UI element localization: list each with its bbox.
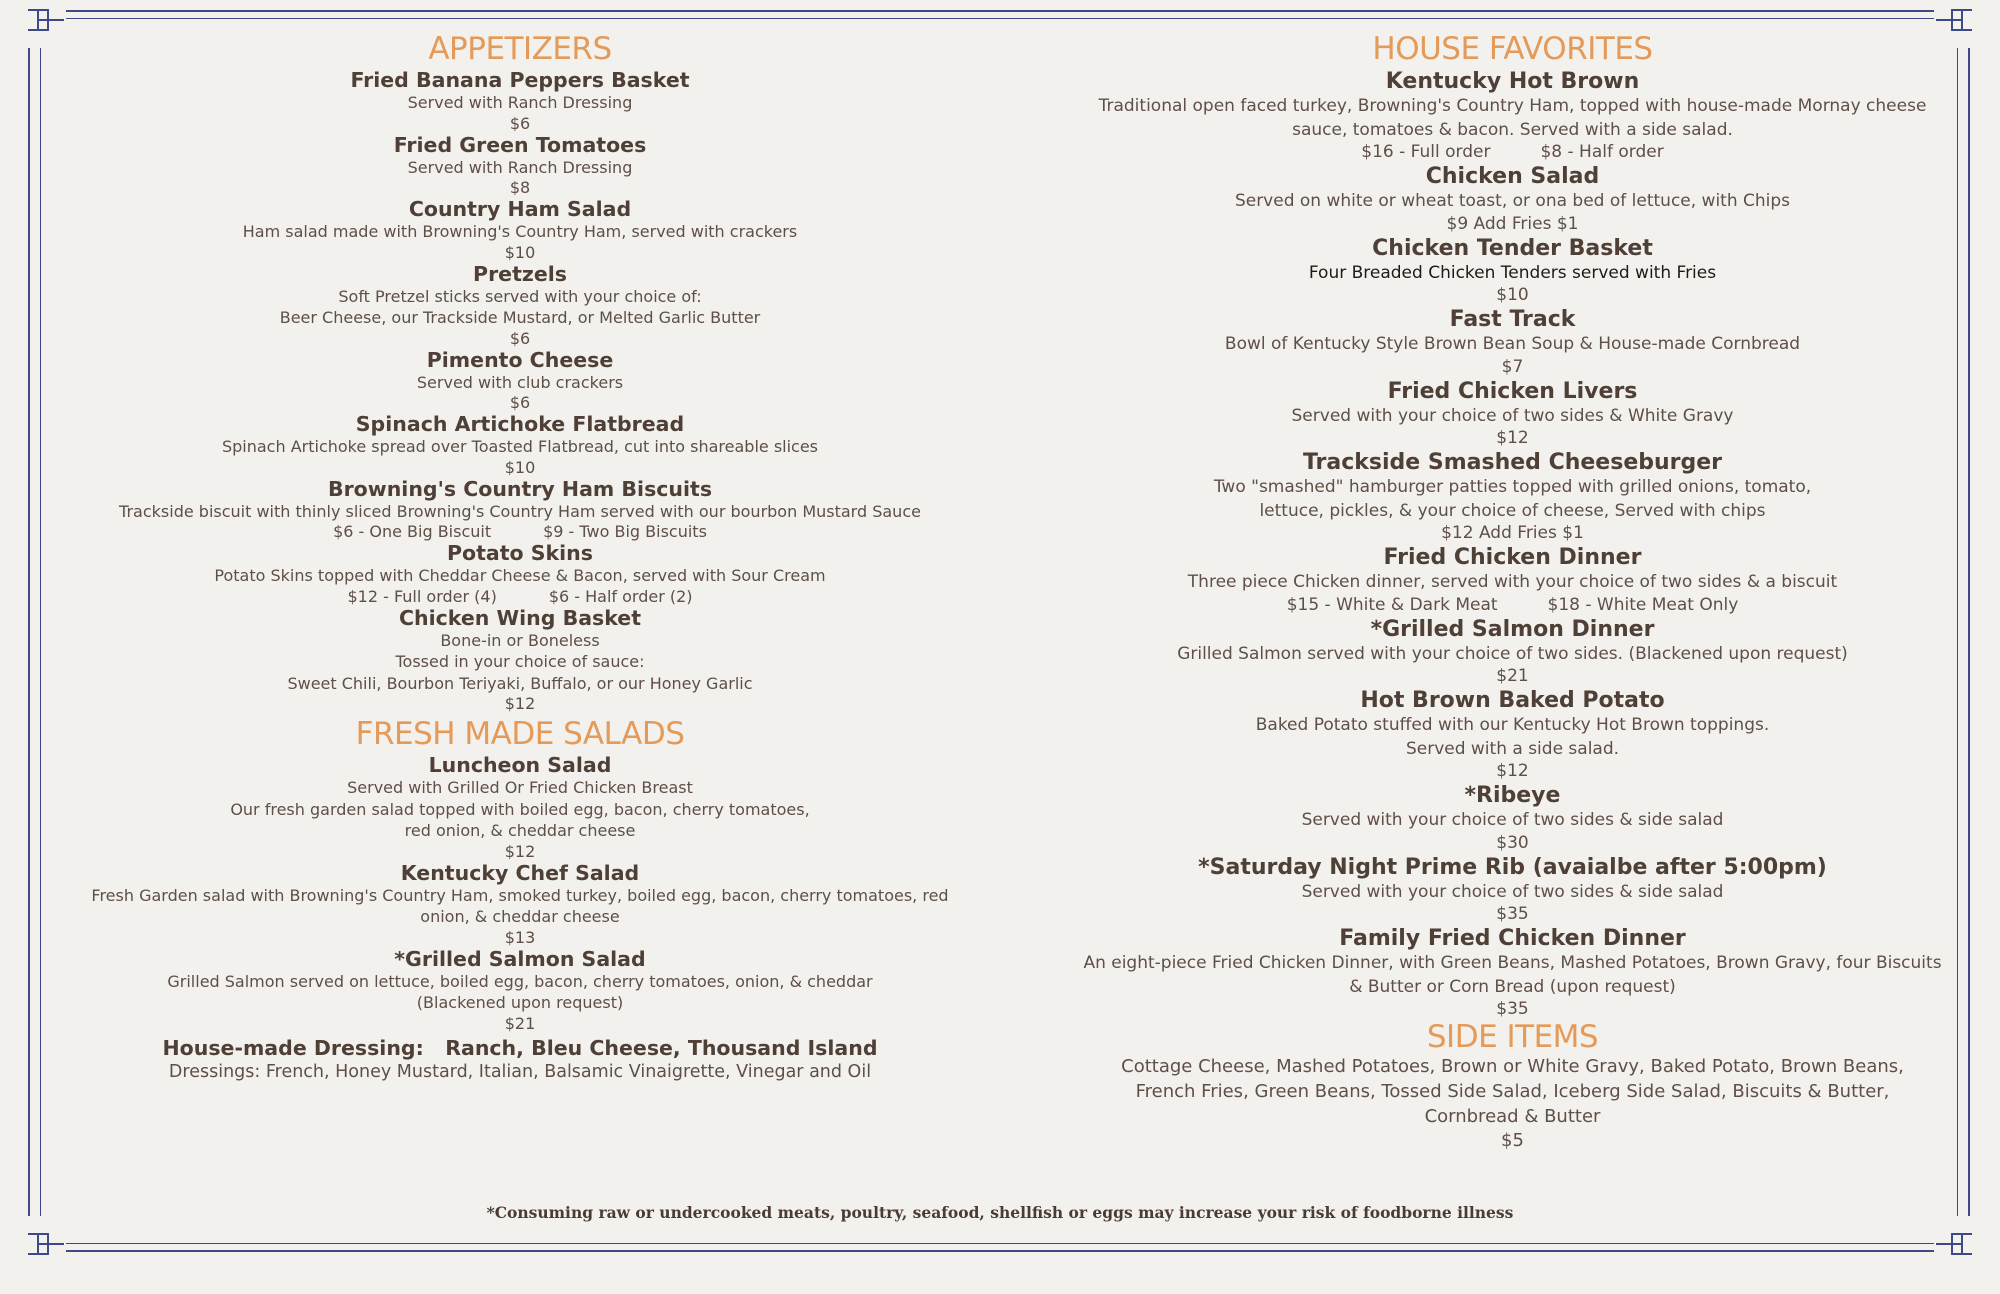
item-price: $9 - Two Big Biscuits — [543, 522, 707, 541]
item-description: Ham salad made with Browning's Country Ham, served with crackers — [242, 222, 798, 241]
item-price: $13 — [504, 927, 536, 947]
menu-item — [1050, 449, 1975, 544]
menu-item — [1050, 235, 1975, 307]
item-price: $12 Add Fries $1 — [1441, 523, 1584, 543]
menu-item — [60, 197, 980, 262]
side-items-price: $5 — [1501, 1130, 1524, 1151]
menu-item — [1050, 854, 1975, 926]
item-description: Served with Grilled Or Fried Chicken Breast — [347, 778, 693, 797]
item-price: $7 — [1501, 356, 1524, 377]
item-price: $9 Add Fries $1 — [1446, 213, 1579, 234]
item-name: Fried Chicken Dinner — [1383, 545, 1642, 570]
item-price: $10 — [1496, 285, 1529, 305]
item-description: sauce, tomatoes & bacon. Served with a side salad. — [1292, 119, 1733, 140]
menu-item — [1050, 687, 1975, 782]
side-item-line: Cottage Cheese, Mashed Potatoes, Brown or White Gravy, Baked Potato, Brown Beans, — [1121, 1056, 1904, 1077]
item-description: Traditional open faced turkey, Browning's Country Ham, topped with house-made Mornay cheese — [1098, 96, 1927, 116]
item-description: Potato Skins topped with Cheddar Cheese & Bacon, served with Sour Cream — [214, 566, 826, 585]
item-price: $8 - Half order — [1540, 142, 1664, 162]
item-name: Chicken Salad — [1425, 164, 1600, 189]
item-description: Served with your choice of two sides & side salad — [1301, 810, 1724, 830]
item-name: *Ribeye — [1464, 783, 1561, 808]
item-description: Served on white or wheat toast, or ona bed of lettuce, with Chips — [1234, 191, 1791, 211]
item-price-options — [1050, 142, 1975, 163]
menu-item — [60, 412, 980, 477]
side-items-list — [1050, 1054, 1975, 1129]
item-description: onion, & cheddar cheese — [420, 907, 620, 926]
item-description: Two "smashed" hamburger patties topped with grilled onions, tomato, — [1213, 477, 1812, 497]
menu-item — [60, 861, 980, 947]
menu-item — [1050, 163, 1975, 235]
item-description: Bowl of Kentucky Style Brown Bean Soup & House-made Cornbread — [1224, 334, 1801, 354]
item-name: Kentucky Chef Salad — [400, 860, 640, 885]
item-price: $8 — [509, 178, 531, 197]
item-name: Fried Banana Peppers Basket — [350, 68, 690, 92]
item-price-options — [60, 587, 980, 606]
item-description: Spinach Artichoke spread over Toasted Flatbread, cut into shareable slices — [221, 437, 819, 456]
side-item-line: Cornbread & Butter — [1424, 1106, 1601, 1127]
right-column — [1050, 30, 1975, 1153]
item-description: Grilled Salmon served with your choice of two sides. (Blackened upon request) — [1177, 643, 1848, 664]
menu-item — [60, 753, 980, 861]
item-description: Three piece Chicken dinner, served with your choice of two sides & a biscuit — [1187, 572, 1838, 592]
menu-item — [60, 133, 980, 198]
item-name: Browning's Country Ham Biscuits — [327, 476, 713, 501]
item-price: $35 — [1496, 904, 1529, 924]
item-price: $10 — [504, 242, 536, 262]
item-description: Bone-in or Boneless — [440, 630, 600, 650]
side-item-line: French Fries, Green Beans, Tossed Side Salad, Iceberg Side Salad, Biscuits & Butter, — [1135, 1081, 1890, 1102]
menu-item — [60, 348, 980, 413]
item-price: $12 — [504, 694, 536, 713]
item-description: & Butter or Corn Bread (upon request) — [1349, 976, 1676, 997]
left-column — [60, 30, 980, 1084]
item-price: $35 — [1496, 999, 1529, 1019]
dressing-options: Dressings: French, Honey Mustard, Italian, Balsamic Vinaigrette, Vinegar and Oil — [168, 1061, 872, 1082]
favorites-list — [1050, 68, 1975, 1020]
salads-title: FRESH MADE SALADS — [355, 716, 685, 752]
menu-item — [1050, 616, 1975, 688]
item-description: Four Breaded Chicken Tenders served with Fries — [1308, 262, 1717, 283]
menu-item — [60, 947, 980, 1033]
item-description: Served with club crackers — [416, 372, 624, 392]
item-name: Chicken Tender Basket — [1372, 235, 1653, 261]
item-description: lettuce, pickles, & your choice of cheese, Served with chips — [1259, 500, 1766, 521]
item-description: Served with your choice of two sides & side salad — [1301, 881, 1724, 902]
item-name: Spinach Artichoke Flatbread — [355, 412, 685, 436]
item-description: Served with your choice of two sides & White Gravy — [1291, 405, 1734, 426]
item-price: $21 — [1496, 666, 1529, 686]
menu-item — [1050, 68, 1975, 163]
item-name: *Grilled Salmon Dinner — [1370, 616, 1655, 642]
menu-item — [1050, 306, 1975, 378]
item-description: Trackside biscuit with thinly sliced Browning's Country Ham served with our bourbon Mustard Sauce — [119, 501, 921, 521]
item-description: (Blackened upon request) — [416, 993, 624, 1012]
appetizers-title: APPETIZERS — [428, 31, 612, 67]
menu-item — [1050, 925, 1975, 1020]
item-name: Potato Skins — [447, 541, 593, 565]
item-description: Served with Ranch Dressing — [407, 157, 633, 177]
item-name: Pretzels — [473, 261, 567, 286]
item-description: Served with a side salad. — [1405, 738, 1620, 759]
menu-item — [60, 68, 980, 133]
item-description: Beer Cheese, our Trackside Mustard, or Melted Garlic Butter — [279, 308, 761, 327]
item-description: Sweet Chili, Bourbon Teriyaki, Buffalo, or our Honey Garlic — [287, 673, 753, 693]
menu-item — [60, 477, 980, 542]
item-description: red onion, & cheddar cheese — [404, 821, 636, 840]
item-price: $30 — [1496, 832, 1529, 853]
item-name: Trackside Smashed Cheeseburger — [1302, 450, 1723, 475]
item-description: Soft Pretzel sticks served with your choice of: — [338, 286, 702, 306]
item-price-options — [60, 522, 980, 541]
item-name: Fast Track — [1449, 307, 1576, 332]
item-price: $6 — [509, 113, 531, 133]
item-price: $12 — [504, 841, 536, 861]
item-price: $10 — [504, 457, 536, 477]
item-name: Kentucky Hot Brown — [1385, 69, 1640, 94]
item-description: Tossed in your choice of sauce: — [395, 652, 645, 671]
corner-ornament-icon — [26, 1216, 66, 1256]
item-name: Fried Green Tomatoes — [393, 132, 647, 157]
food-safety-disclaimer: *Consuming raw or undercooked meats, poultry, seafood, shellfish or eggs may increase your risk of foodborne illness — [486, 1203, 1514, 1222]
menu-item — [60, 541, 980, 606]
item-price: $12 — [1496, 761, 1529, 781]
item-price: $6 — [509, 393, 531, 412]
item-description: Served with Ranch Dressing — [407, 93, 633, 112]
item-price: $15 - White & Dark Meat — [1286, 594, 1498, 615]
item-price: $16 - Full order — [1361, 142, 1491, 162]
menu-item — [1050, 544, 1975, 616]
item-price: $18 - White Meat Only — [1547, 594, 1739, 615]
item-name: *Saturday Night Prime Rib (avaialbe after 5:00pm) — [1198, 854, 1827, 880]
menu-item — [60, 262, 980, 348]
menu-item — [1050, 378, 1975, 450]
item-description: An eight-piece Fried Chicken Dinner, with Green Beans, Mashed Potatoes, Brown Gravy, four Biscuits — [1083, 953, 1942, 973]
item-name: *Grilled Salmon Salad — [394, 946, 646, 971]
item-description: Grilled Salmon served on lettuce, boiled egg, bacon, cherry tomatoes, onion, & cheddar — [167, 971, 873, 991]
item-name: Country Ham Salad — [408, 197, 632, 221]
item-price-options — [1050, 595, 1975, 616]
item-description: Our fresh garden salad topped with boiled egg, bacon, cherry tomatoes, — [230, 799, 810, 819]
house-favorites-title: HOUSE FAVORITES — [1372, 31, 1653, 67]
item-description: Baked Potato stuffed with our Kentucky Hot Brown toppings. — [1255, 715, 1770, 735]
item-price: $6 - Half order (2) — [548, 586, 693, 606]
item-name: Fried Chicken Livers — [1387, 378, 1638, 404]
side-items-title: SIDE ITEMS — [1426, 1019, 1599, 1055]
menu-item — [60, 606, 980, 714]
corner-ornament-icon — [1934, 1216, 1974, 1256]
menu-item — [1050, 782, 1975, 854]
salads-list — [60, 753, 980, 1033]
appetizers-list — [60, 68, 980, 713]
item-price: $6 - One Big Biscuit — [333, 522, 492, 541]
item-name: Hot Brown Baked Potato — [1360, 688, 1665, 713]
item-price: $21 — [504, 1013, 536, 1033]
item-price: $6 — [509, 328, 531, 348]
item-name: Chicken Wing Basket — [398, 605, 642, 630]
item-price: $12 - Full order (4) — [347, 586, 497, 606]
dressing-title: House-made Dressing: Ranch, Bleu Cheese, Thousand Island — [162, 1035, 878, 1060]
item-price: $12 — [1496, 428, 1529, 448]
item-name: Luncheon Salad — [428, 753, 612, 777]
item-name: Family Fried Chicken Dinner — [1339, 926, 1686, 951]
item-description: Fresh Garden salad with Browning's Country Ham, smoked turkey, boiled egg, bacon, cherry tomatoes, red — [91, 885, 949, 905]
item-name: Pimento Cheese — [426, 347, 614, 372]
